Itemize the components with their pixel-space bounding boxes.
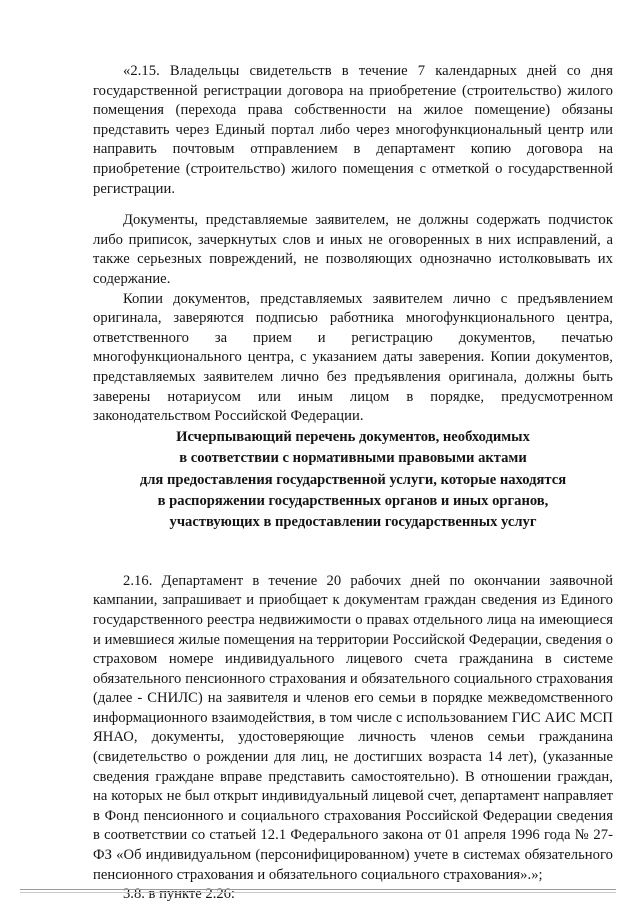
- footer-divider: [20, 889, 616, 890]
- paragraph-copies-certification: Копии документов, представляемых заявителем лично с предъявлением оригинала, заверяются подписью работника многофункционального центра, ответственного за прием и регистрацию документов, печатью многофункционального центра, с указанием даты заверения. Копии документов, представляемых заявителем лично без предъявления оригинала, должны быть заверены нотариусом или иным лицом в порядке, предусмотренном законодательством Российской Федерации.: [93, 290, 613, 425]
- heading-line: Исчерпывающий перечень документов, необходимых: [176, 428, 530, 445]
- paragraph-documents-requirements: Документы, представляемые заявителем, не должны содержать подчисток либо приписок, зачеркнутых слов и иных не оговоренных в них исправлений, а также серьезных повреждений, не позволяющих однозначно истолковывать их содержание.: [93, 212, 613, 287]
- section-heading: [93, 427, 613, 534]
- heading-line: в соответствии с нормативными правовыми актами: [179, 450, 527, 467]
- heading-line: участвующих в предоставлении государственных услуг: [169, 514, 537, 531]
- document-page: [93, 62, 613, 905]
- paragraph-2-16: 2.16. Департамент в течение 20 рабочих дней по окончании заявочной кампании, запрашивает и приобщает к документам граждан сведения из Единого государственного реестра недвижимости о правах отдельного лица на имеющиеся и имевшиеся жилые помещения на территории Российской Федерации, сведения о страховом номере индивидуального лицевого счета гражданина в системе обязательного пенсионного страхования и обязательного социального страхования (далее - СНИЛС) на заявителя и членов его семьи в порядке межведомственного информационного взаимодействия, в том числе с использованием ГИС АИС МСП ЯНАО, документы, удостоверяющие личность членов семьи гражданина (свидетельство о рождении для лиц, не достигших возраста 14 лет), (указанные сведения граждане вправе представить самостоятельно). В отношении граждан, на которых не был открыт индивидуальный лицевой счет, департамент направляет в Фонд пенсионного и социального страхования Российской Федерации сведения в соответствии со статьей 12.1 Федерального закона от 01 апреля 1996 года № 27-ФЗ «Об индивидуальном (персонифицированном) учете в системах обязательного пенсионного страхования и обязательного социального страхования».»;: [93, 572, 613, 883]
- footer-divider-secondary: [20, 892, 616, 893]
- paragraph-2-15: «2.15. Владельцы свидетельств в течение 7 календарных дней со дня государственной регистрации договора на приобретение (строительство) жилого помещения (перехода права собственности на жилое помещение) обязаны представить через Единый портал либо через многофункциональный центр или направить почтовым отправлением в департамент копию договора на приобретение (строительство) жилого помещения с отметкой о государственной регистрации.: [93, 63, 613, 197]
- heading-line: в распоряжении государственных органов и иных органов,: [157, 492, 549, 509]
- heading-line: для предоставления государственной услуги, которые находятся: [139, 471, 567, 488]
- paragraph-3-8: 3.8. в пункте 2.26:: [123, 886, 235, 903]
